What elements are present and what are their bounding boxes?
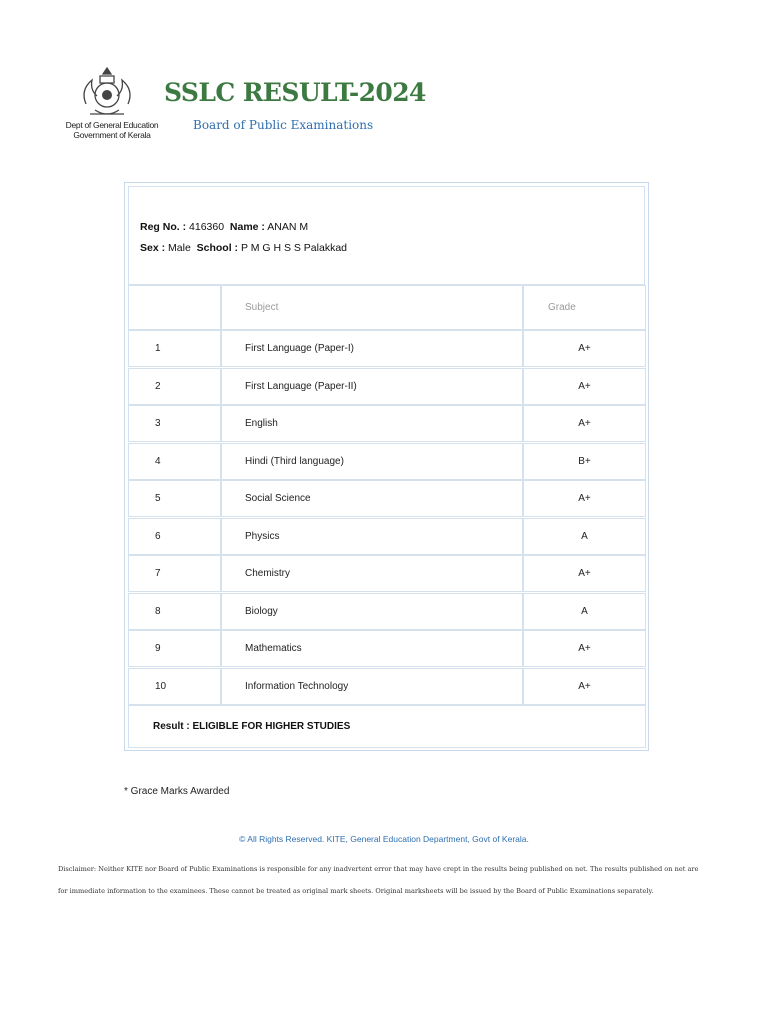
- row-number: 3: [128, 405, 221, 442]
- reg-name-line: [140, 221, 308, 233]
- row-subject: First Language (Paper-II): [221, 368, 523, 405]
- row-number: 9: [128, 630, 221, 667]
- row-subject: Physics: [221, 518, 523, 555]
- result-card: [124, 182, 649, 751]
- reg-label: Reg No. :: [140, 221, 187, 233]
- row-grade: A+: [523, 330, 646, 367]
- school-value: P M G H S S Palakkad: [240, 242, 347, 254]
- header-subject: Subject: [221, 285, 523, 330]
- result-status: Result : ELIGIBLE FOR HIGHER STUDIES: [128, 705, 646, 748]
- row-subject: Social Science: [221, 480, 523, 517]
- row-grade: A: [523, 593, 646, 630]
- school-label: School :: [196, 242, 239, 254]
- row-number: 5: [128, 480, 221, 517]
- row-grade: A: [523, 518, 646, 555]
- row-grade: A+: [523, 668, 646, 705]
- copyright-notice: © All Rights Reserved. KITE, General Education Department, Govt of Kerala.: [239, 834, 529, 844]
- sex-label: Sex :: [140, 242, 166, 254]
- dept-line-1: Dept of General Education: [65, 120, 159, 130]
- row-subject: Mathematics: [221, 630, 523, 667]
- row-grade: A+: [523, 405, 646, 442]
- header-grade: Grade: [523, 285, 646, 330]
- dept-line-2: Government of Kerala: [73, 130, 151, 140]
- row-subject: Biology: [221, 593, 523, 630]
- row-number: 10: [128, 668, 221, 705]
- row-number: 6: [128, 518, 221, 555]
- row-grade: A+: [523, 630, 646, 667]
- name-label: Name :: [229, 221, 265, 233]
- department-label: [60, 120, 164, 140]
- page-title: SSLC RESULT-2024: [164, 78, 426, 107]
- row-grade: A+: [523, 368, 646, 405]
- row-grade: A+: [523, 555, 646, 592]
- row-number: 2: [128, 368, 221, 405]
- header-no-cell: [128, 285, 221, 330]
- row-subject: First Language (Paper-I): [221, 330, 523, 367]
- row-number: 1: [128, 330, 221, 367]
- reg-value: 416360: [189, 221, 225, 233]
- page-header: [60, 56, 426, 146]
- row-number: 8: [128, 593, 221, 630]
- row-subject: Information Technology: [221, 668, 523, 705]
- sex-school-line: [140, 242, 347, 254]
- row-subject: Hindi (Third language): [221, 443, 523, 480]
- row-number: 4: [128, 443, 221, 480]
- row-subject: English: [221, 405, 523, 442]
- row-number: 7: [128, 555, 221, 592]
- sex-value: Male: [168, 242, 191, 254]
- grace-marks-note: * Grace Marks Awarded: [124, 786, 230, 797]
- board-subtitle: Board of Public Examinations: [193, 118, 374, 132]
- row-subject: Chemistry: [221, 555, 523, 592]
- row-grade: A+: [523, 480, 646, 517]
- disclaimer: Disclaimer: Neither KITE nor Board of Public Examinations is responsible for any inadvertent error that may have crept in the results being published on net. The results published on net are for immediate information to the examinees. These cannot be treated as original mark sheets. Original marksheets will be issued by the Board of Public Examinations separately.: [58, 865, 699, 895]
- kerala-emblem-icon: [78, 64, 136, 122]
- student-info: [128, 186, 645, 285]
- name-value: ANAN M: [267, 221, 309, 233]
- row-grade: B+: [523, 443, 646, 480]
